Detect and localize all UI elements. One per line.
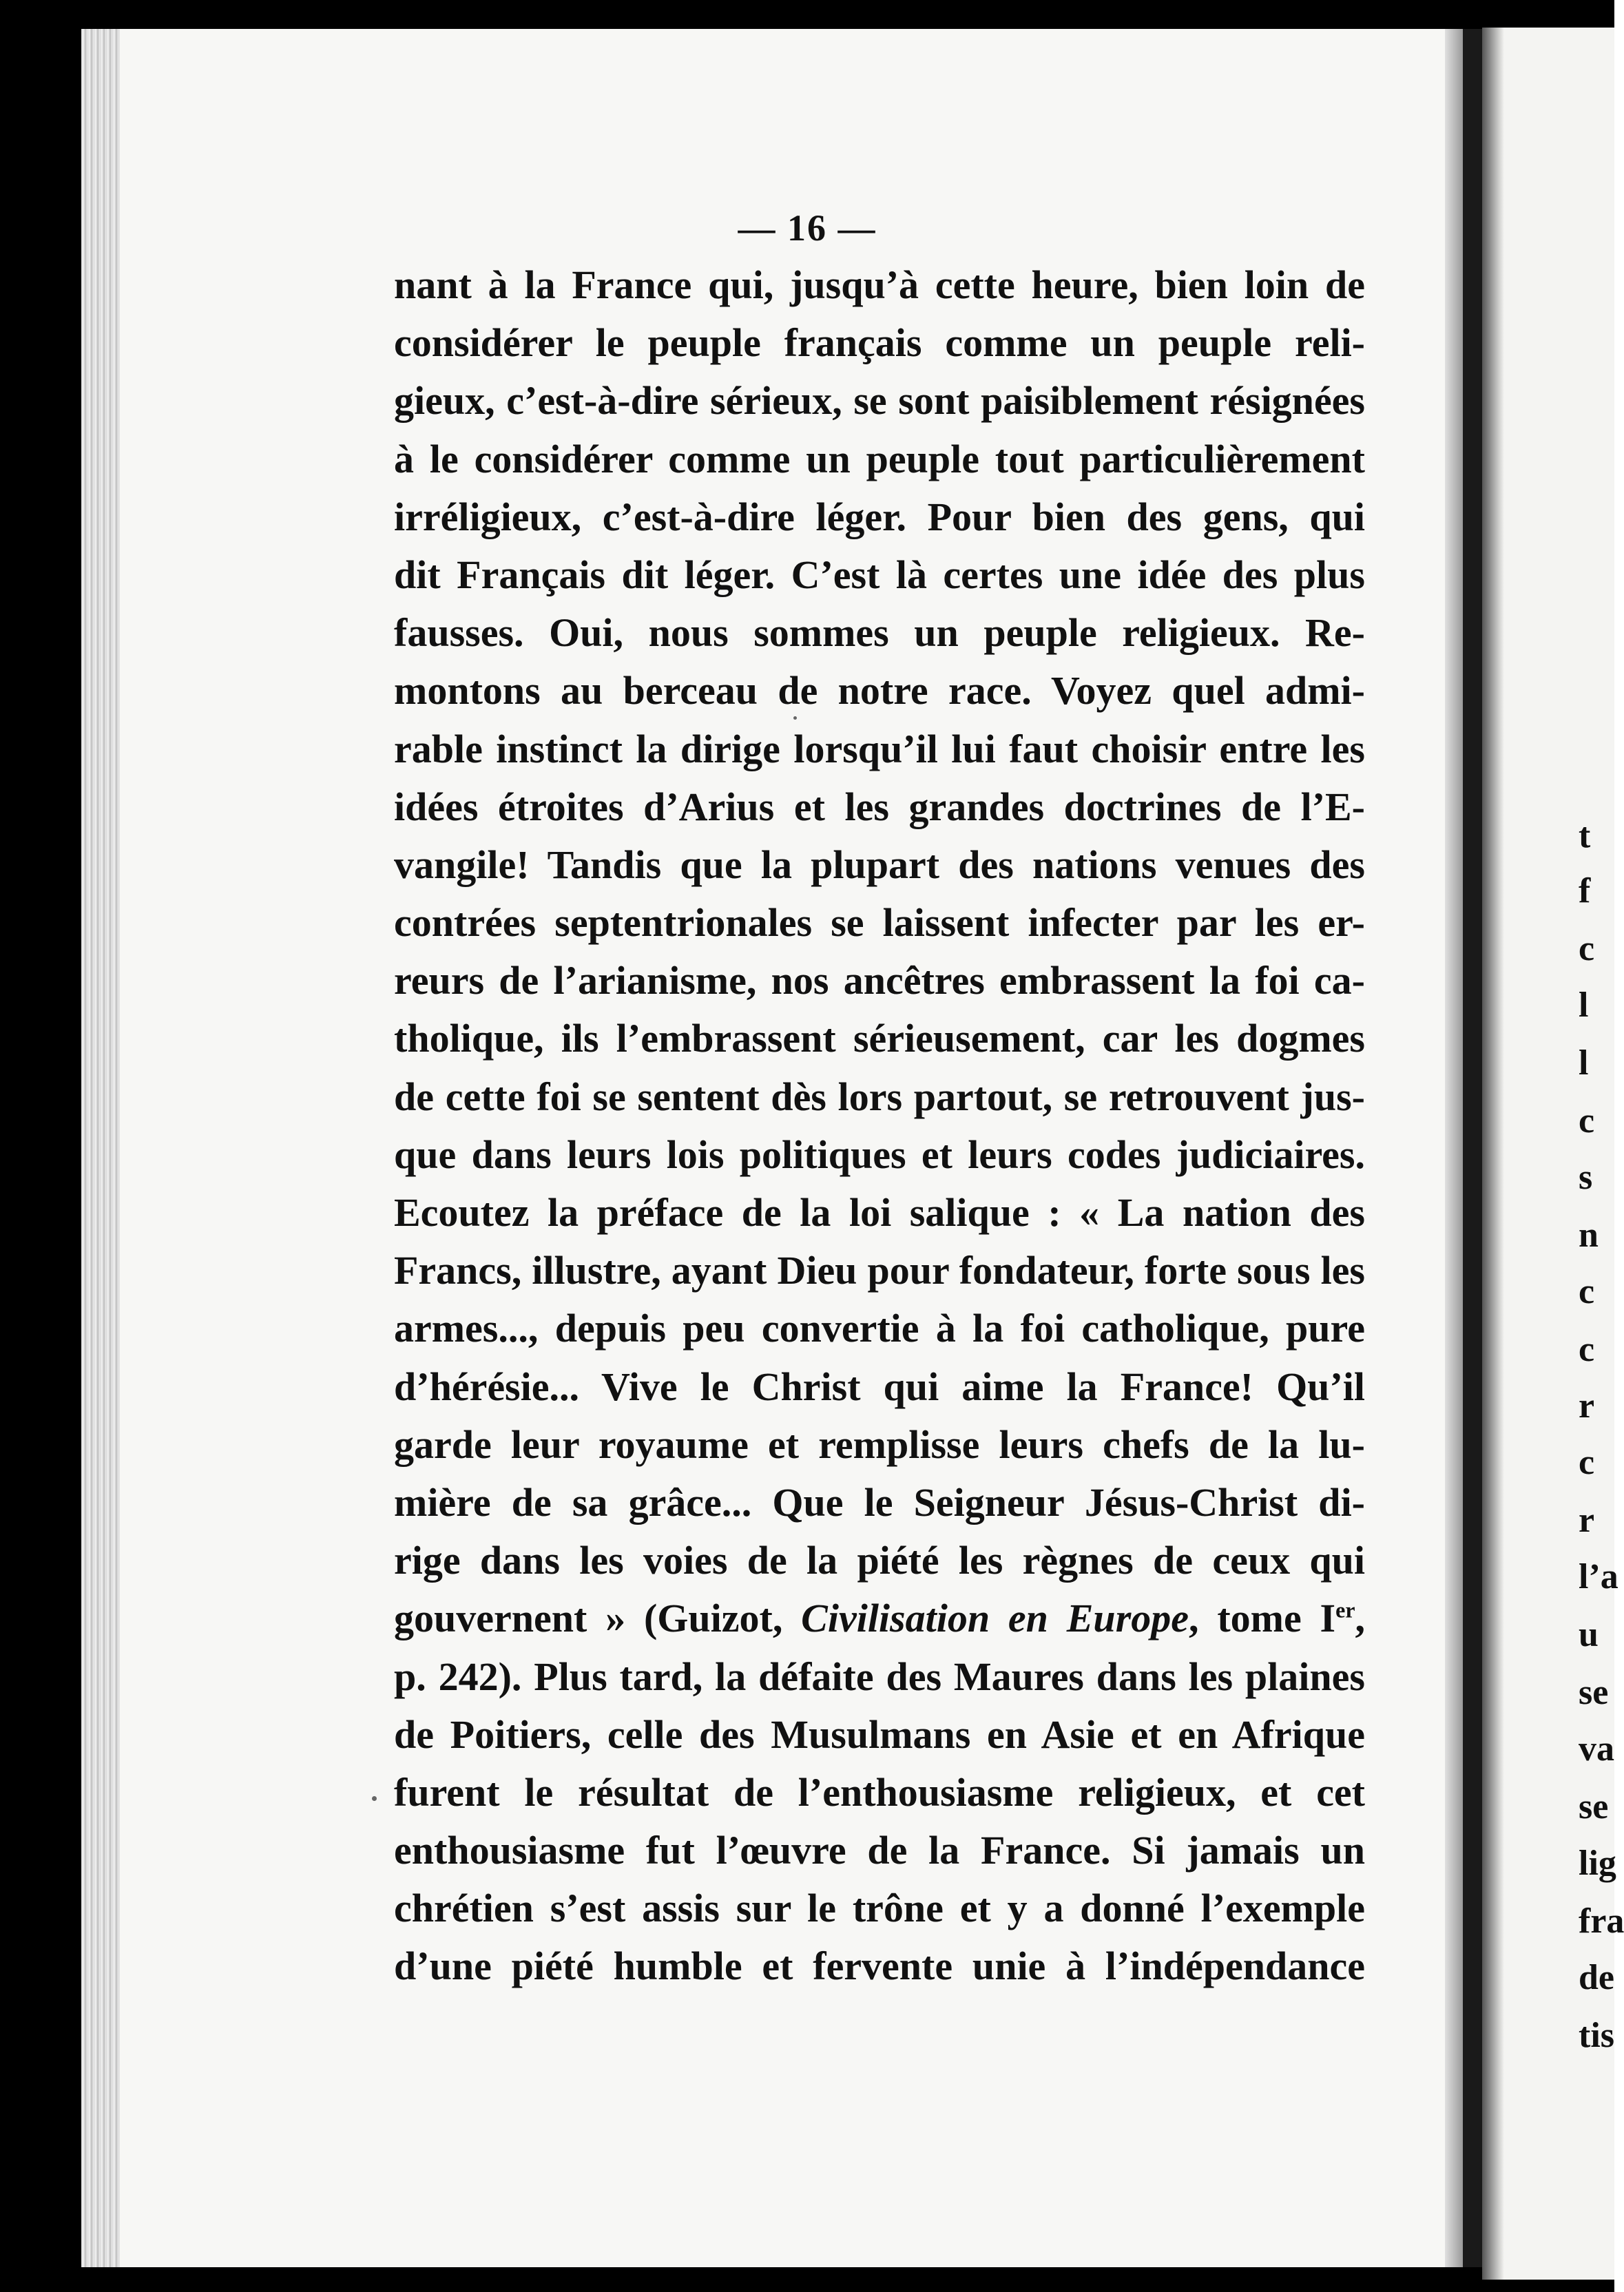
facing-page-fragment: tis [1579, 2016, 1614, 2055]
text-line: tholique, ils l’embrassent sérieusement, car les dogmes [394, 1016, 1365, 1061]
facing-page-fragment: va [1579, 1729, 1614, 1769]
facing-page-fragment: se [1579, 1787, 1609, 1826]
text-line: idées étroites d’Arius et les grandes doctrines de l’E- [394, 784, 1365, 829]
facing-page-fragment: l’a [1579, 1557, 1618, 1596]
facing-page-fragment: l [1579, 986, 1589, 1025]
facing-page-shadow [1482, 28, 1504, 2280]
text-line: montons au berceau de notre race. Voyez quel admi- [394, 668, 1365, 713]
facing-page-fragment: s [1579, 1158, 1593, 1197]
text-line: nant à la France qui, jusqu’à cette heure, bien loin de [394, 262, 1365, 307]
facing-page [1482, 28, 1624, 2280]
body-text [394, 256, 1365, 1996]
text-line: que dans leurs lois politiques et leurs codes judiciaires. [394, 1132, 1365, 1177]
text-line: vangile! Tandis que la plupart des nations venues des [394, 842, 1365, 887]
text-line: de cette foi se sentent dès lors partout, se retrouvent jus- [394, 1074, 1365, 1119]
citation-superscript: er [1335, 1597, 1355, 1623]
page-number: — 16 — [738, 207, 877, 249]
scan-speck [793, 716, 797, 720]
text-line: p. 242). Plus tard, la défaite des Maures dans les plaines [394, 1654, 1365, 1699]
text-line: considérer le peuple français comme un peuple reli- [394, 320, 1365, 366]
facing-page-fragment: r [1579, 1386, 1595, 1426]
text-line-citation [394, 1590, 1365, 1647]
text-line: irréligieux, c’est-à-dire léger. Pour bien des gens, qui [394, 494, 1365, 539]
text-line: Ecoutez la préface de la loi salique : « La nation des [394, 1190, 1365, 1235]
text-line: dit Français dit léger. C’est là certes une idée des plus [394, 552, 1365, 597]
text-line: Francs, illustre, ayant Dieu pour fondateur, forte sous les [394, 1248, 1365, 1293]
text-line: contrées septentrionales se laissent infecter par les er- [394, 900, 1365, 946]
text-line: d’une piété humble et fervente unie à l’indépendance [394, 1944, 1365, 1989]
facing-page-fragment: l [1579, 1043, 1589, 1083]
facing-page-fragment: c [1579, 1330, 1595, 1369]
text-line: rable instinct la dirige lorsqu’il lui faut choisir entre les [394, 726, 1365, 771]
facing-page-fragment: f [1579, 871, 1591, 910]
book-gutter [1463, 29, 1482, 2267]
citation-before: gouvernent » (Guizot, [394, 1596, 802, 1641]
text-line: à le considérer comme un peuple tout particulièrement [394, 436, 1365, 481]
text-line: d’hérésie... Vive le Christ qui aime la France! Qu’il [394, 1364, 1365, 1409]
text-line: garde leur royaume et remplisse leurs chefs de la lu- [394, 1421, 1365, 1467]
citation-end: , [1355, 1596, 1366, 1641]
text-line: rige dans les voies de la piété les règnes de ceux qui [394, 1538, 1365, 1583]
facing-page-fragment: u [1579, 1615, 1599, 1654]
page-binding-shadow [1445, 29, 1463, 2267]
text-line: furent le résultat de l’enthousiasme religieux, et cet [394, 1769, 1365, 1815]
text-line: enthousiasme fut l’œuvre de la France. Si jamais un [394, 1828, 1365, 1873]
facing-page-fragment: t [1579, 816, 1591, 855]
citation-volume: , tome I [1189, 1596, 1336, 1641]
scan-speck [372, 1796, 377, 1801]
facing-page-fragment: c [1579, 1443, 1595, 1482]
facing-page-fragment: lig [1579, 1844, 1616, 1883]
citation-title: Civilisation en Europe [801, 1596, 1189, 1641]
text-line: fausses. Oui, nous sommes un peuple religieux. Re- [394, 610, 1365, 656]
text-line: armes..., depuis peu convertie à la foi catholique, pure [394, 1306, 1365, 1351]
facing-page-fragment: n [1579, 1216, 1599, 1255]
page-stack-edge [81, 29, 120, 2267]
text-line: mière de sa grâce... Que le Seigneur Jésus-Christ di- [394, 1479, 1365, 1525]
facing-page-fragment: c [1579, 1101, 1595, 1140]
facing-page-fragment: c [1579, 1272, 1595, 1311]
text-line: reurs de l’arianisme, nos ancêtres embrassent la foi ca- [394, 958, 1365, 1003]
facing-page-fragment: se [1579, 1673, 1609, 1712]
text-line: de Poitiers, celle des Musulmans en Asie et en Afrique [394, 1711, 1365, 1757]
text-line: gieux, c’est-à-dire sérieux, se sont paisiblement résignées [394, 378, 1365, 424]
facing-page-fragment: fra [1579, 1902, 1624, 1941]
facing-page-fragment: de [1579, 1958, 1614, 1997]
facing-page-fragment: r [1579, 1501, 1595, 1540]
text-line: chrétien s’est assis sur le trône et y a donné l’exemple [394, 1886, 1365, 1931]
facing-page-fragment: c [1579, 929, 1595, 968]
